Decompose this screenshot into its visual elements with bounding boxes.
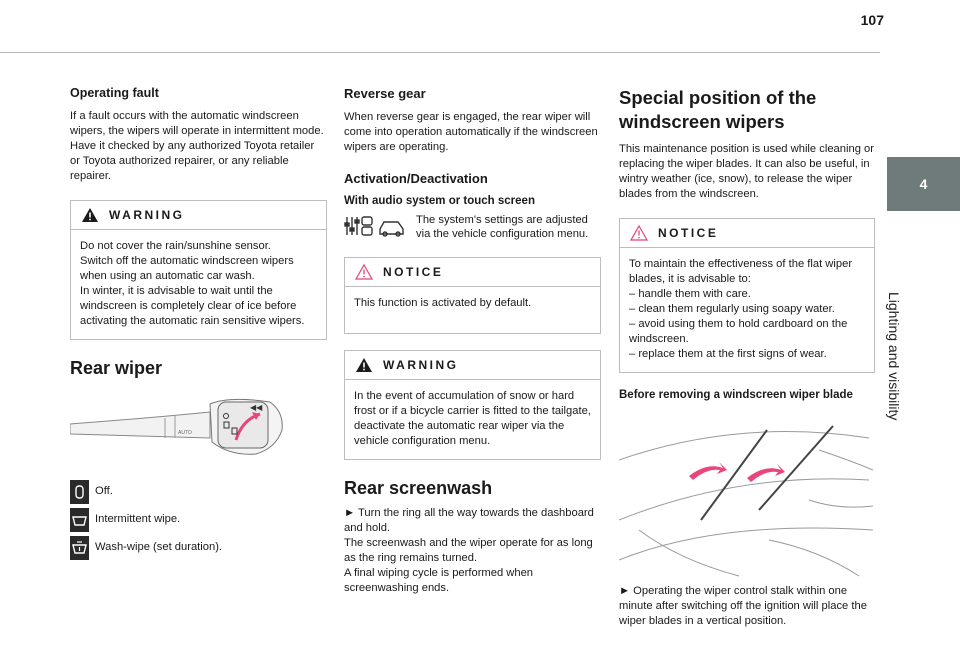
warning-label-2: WARNING xyxy=(383,358,459,372)
rear-screenwash-text: ► Turn the ring all the way towards the dashboard and hold. The screenwash and the wiper operate for as long as the ring remains turned. A final wiping cycle is performed when screenwashing ends. xyxy=(344,507,594,594)
stalk-auto-label: AUTO xyxy=(178,430,192,436)
settings-row xyxy=(344,213,601,241)
mode-intermittent-text: Intermittent wipe. xyxy=(95,513,181,525)
warning-text: Do not cover the rain/sunshine sensor. Switch off the automatic windscreen wipers when using an automatic car wash. In winter, it is advisable to wait until the windscreen is completely clear of ice before activating the automatic rain sensitive wipers. xyxy=(80,240,305,327)
notice-box-2 xyxy=(344,257,601,334)
before-removing-heading: Before removing a windscreen wiper blade xyxy=(619,389,853,401)
warning-text-2: In the event of accumulation of snow or hard frost or if a bicycle carrier is fitted to the tailgate, deactivate the automatic rear wiper via the vehicle configuration menu. xyxy=(354,390,591,447)
column-3 xyxy=(619,86,875,629)
chapter-tab[interactable]: 4 xyxy=(887,157,960,211)
wiper-stalk-illustration xyxy=(70,390,285,472)
notice-label-2: NOTICE xyxy=(383,265,444,279)
reverse-gear-text: When reverse gear is engaged, the rear wiper will come into operation automatically if the windscreen wipers are operating. xyxy=(344,111,598,153)
warning-box-2 xyxy=(344,350,601,460)
special-position-text: This maintenance position is used while cleaning or replacing the wiper blades. It can also be useful, in wintry weather (ice, snow), to release the wiper blades from the windscreen. xyxy=(619,143,874,200)
svg-text:◀◀: ◀◀ xyxy=(250,403,263,412)
column-1 xyxy=(70,86,327,564)
warning-box xyxy=(70,200,327,340)
notice-icon xyxy=(630,225,648,241)
chapter-title: Lighting and visibility xyxy=(886,292,902,421)
notice-text-2: This function is activated by default. xyxy=(354,297,532,309)
reverse-gear-heading: Reverse gear xyxy=(344,86,426,101)
notice-icon xyxy=(355,264,373,280)
warning-icon xyxy=(355,357,373,373)
windscreen-wipers-illustration xyxy=(619,410,873,578)
warning-icon xyxy=(81,207,99,223)
wiper-off-icon xyxy=(70,480,89,504)
notice-box-3 xyxy=(619,218,875,373)
mode-row-washwipe xyxy=(70,536,327,560)
warning-label: WARNING xyxy=(109,208,185,222)
operating-fault-text: If a fault occurs with the automatic windscreen wipers, the wipers will operate in intermittent mode. Have it checked by any authorized Toyota retailer or Toyota authorized repairer, or any reliable repairer. xyxy=(70,110,324,182)
settings-menu-icon xyxy=(344,213,406,239)
rear-screenwash-heading: Rear screenwash xyxy=(344,478,493,498)
mode-off-text: Off. xyxy=(95,485,113,497)
operating-fault-heading: Operating fault xyxy=(70,86,159,100)
activation-heading: Activation/Deactivation xyxy=(344,171,488,186)
header-rule xyxy=(0,52,880,53)
operating-text: ► Operating the wiper control stalk within one minute after switching off the ignition will place the wiper blades in a vertical position. xyxy=(619,585,867,627)
column-2 xyxy=(344,86,601,596)
mode-row-off xyxy=(70,480,327,504)
rear-wiper-heading: Rear wiper xyxy=(70,358,163,378)
mode-washwipe-text: Wash-wipe (set duration). xyxy=(95,541,223,553)
intermittent-wipe-icon xyxy=(70,508,89,532)
mode-row-intermittent xyxy=(70,508,327,532)
notice-text-3: To maintain the effectiveness of the flat wiper blades, it is advisable to: – handle them with care. – clean them regularly using soapy water. – avoid using them to hold cardboard on the windscreen. – replace them at the first signs of wear. xyxy=(629,258,853,360)
audio-system-heading: With audio system or touch screen xyxy=(344,195,535,207)
special-position-heading: Special position of the windscreen wipers xyxy=(619,87,817,132)
settings-text: The system's settings are adjusted via the vehicle configuration menu. xyxy=(416,214,589,240)
notice-label-3: NOTICE xyxy=(658,226,719,240)
wash-wipe-icon xyxy=(70,536,89,560)
page-number: 107 xyxy=(860,12,884,28)
